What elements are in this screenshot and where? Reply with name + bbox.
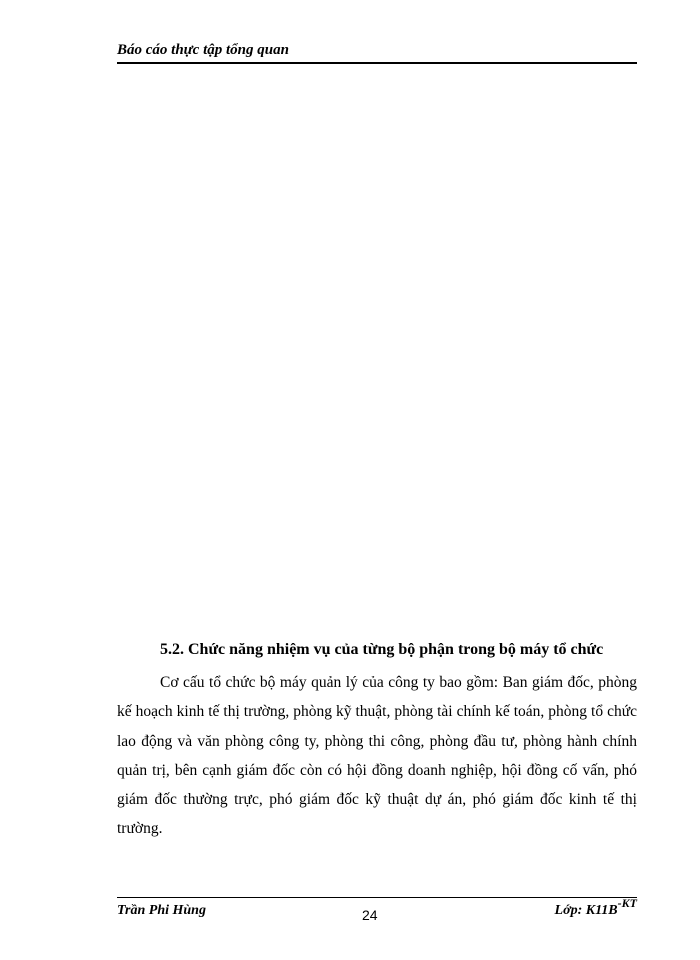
page-header (117, 40, 637, 64)
main-content (117, 638, 637, 844)
footer-class-suffix: -KT (617, 896, 637, 911)
footer-class-label: Lớp: K11B (554, 903, 618, 918)
section-heading: 5.2. Chức năng nhiệm vụ của từng bộ phận trong bộ máy tổ chức (160, 641, 604, 658)
footer-class (554, 896, 637, 920)
page-number: 24 (362, 907, 378, 923)
header-title: Báo cáo thực tập tổng quan (117, 42, 289, 58)
page-footer (117, 897, 637, 924)
footer-author: Trần Phi Hùng (117, 903, 206, 918)
body-paragraph: Cơ cấu tổ chức bộ máy quản lý của công ty bao gồm: Ban giám đốc, phòng kế hoạch kinh tế thị trường, phòng kỹ thuật, phòng tài chính kế toán, phòng tổ chức lao động và văn phòng công ty, phòng thi công, phòng đầu tư, phòng hành chính quản trị, bên cạnh giám đốc còn có hội đồng doanh nghiệp, hội đồng cố vấn, phó giám đốc thường trực, phó giám đốc kỹ thuật dự án, phó giám đốc kinh tế thị trường. (117, 674, 637, 838)
